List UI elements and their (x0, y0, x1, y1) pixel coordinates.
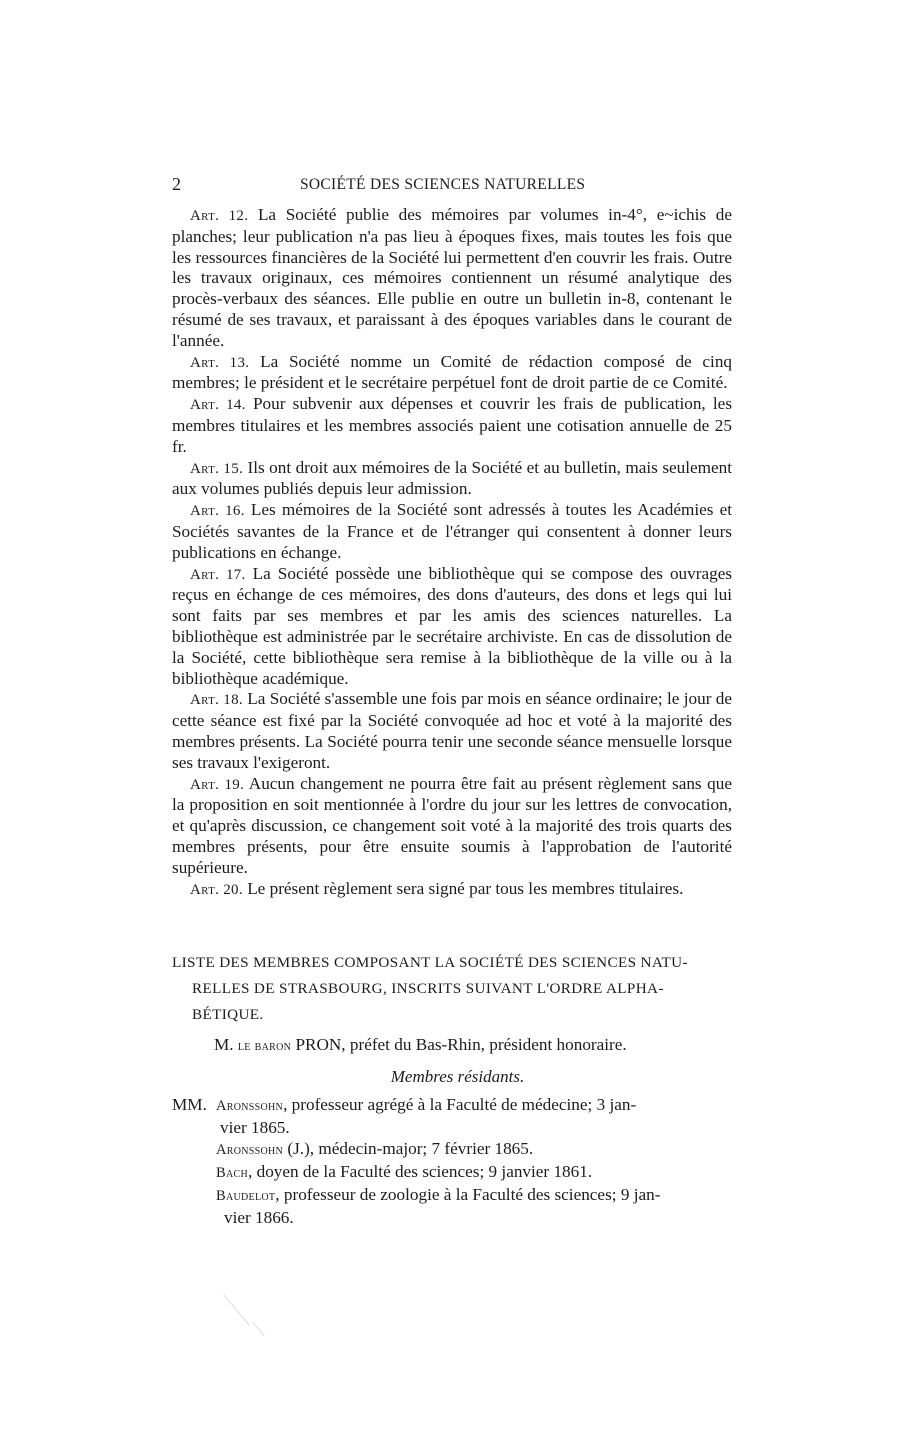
article-label: Art. 19. (190, 776, 245, 793)
article-16 (172, 500, 732, 563)
article-text: La Société s'assemble une fois par mois en séance ordinaire; le jour de cette séance est fixé par la Société convoquée ad hoc et voté à la majorité des membres présents. La Société pourra tenir une seconde séance mensuelle lorsque ses travaux l'exigeront. (172, 689, 732, 772)
section-title: Membres résidants. (390, 1067, 525, 1086)
page-number: 2 (172, 174, 182, 194)
article-text: Les mémoires de la Société sont adressés à toutes les Académies et Sociétés savantes de la France et de l'étranger qui consentent à donner leurs publications en échange. (172, 500, 732, 562)
list-item (172, 1094, 732, 1138)
list-item (172, 1161, 732, 1184)
heading-line: RELLES DE STRASBOURG, INSCRITS SUIVANT L'ORDRE ALPHA- (192, 980, 664, 997)
heading-line: LISTE DES MEMBRES COMPOSANT LA SOCIÉTÉ DES SCIENCES NATU- (172, 954, 688, 971)
member-details: (J.), médecin-major; 7 février 1865. (283, 1139, 534, 1158)
honorary-title: le baron (237, 1038, 292, 1054)
article-text: Le présent règlement sera signé par tous les membres titulaires. (247, 878, 684, 898)
article-19 (172, 774, 732, 879)
article-text: Aucun changement ne pourra être fait au présent règlement sans que la proposition en soit mentionnée à l'ordre du jour sur les lettres de convocation, et qu'après discussion, ce changement soit voté à la majorité des trois quarts des membres présents, pour être ensuite soumis à l'approbation de l'autorité supérieure. (172, 773, 732, 877)
member-name: Baudelot (216, 1188, 276, 1204)
article-text: La Société nomme un Comité de rédaction composé de cinq membres; le président et le secrétaire perpétuel font de droit partie de ce Comité. (172, 351, 733, 393)
article-label: Art. 20. (190, 881, 243, 898)
article-18 (172, 689, 732, 773)
article-12 (172, 205, 732, 352)
honorary-president (214, 1034, 627, 1057)
article-17 (172, 564, 732, 690)
article-20 (172, 879, 732, 901)
member-details: , doyen de la Faculté des sciences; 9 janvier 1861. (248, 1162, 593, 1181)
article-text: La Société possède une bibliothèque qui se compose des ouvrages reçus en échange de ces mémoires, des dons d'auteurs, des dons et legs qui lui sont faits par ses membres et par les amis des sciences naturelles. La bibliothèque est administrée par le secrétaire archiviste. En cas de dissolution de la Société, cette bibliothèque sera remise à la bibliothèque de la ville ou à la bibliothèque académique. (172, 563, 733, 688)
article-text: Pour subvenir aux dépenses et couvrir les frais de publication, les membres titulaires et les membres associés paient une cotisation annuelle de 25 fr. (172, 394, 733, 456)
article-label: Art. 14. (190, 397, 246, 414)
article-text: Ils ont droit aux mémoires de la Société et au bulletin, mais seulement aux volumes publiés depuis leur admission. (172, 457, 733, 499)
resident-members-list (172, 1094, 732, 1228)
article-label: Art. 17. (190, 566, 246, 583)
list-item (172, 1138, 732, 1161)
running-title: SOCIÉTÉ DES SCIENCES NATURELLES (300, 176, 586, 193)
honorary-prefix: M. (214, 1035, 234, 1054)
article-text: La Société publie des mémoires par volumes in-4°, e~ichis de planches; leur publication n'a pas lieu à époques fixes, mais toutes les fois que les ressources financières de la Société lui permettent d'en couvrir les frais. Outre les travaux originaux, ces mémoires contiennent un résumé analytique des procès-verbaux des séances. Elle publie en outre un bulletin in-8, contenant le résumé de ses travaux, et paraissant à des époques variables dans le courant de l'année. (172, 205, 732, 350)
article-label: Art. 16. (190, 503, 245, 520)
article-14 (172, 394, 732, 457)
regulations-body (172, 205, 732, 900)
member-name: Aronssohn (216, 1098, 284, 1114)
heading-line: BÉTIQUE. (192, 1006, 264, 1023)
honorary-rest: PRON, préfet du Bas-Rhin, président honoraire. (295, 1035, 627, 1054)
article-label: Art. 15. (190, 460, 244, 477)
scan-artifact (223, 1294, 249, 1325)
member-name: Aronssohn (216, 1142, 284, 1158)
member-details: , professeur agrégé à la Faculté de médecine; 3 jan- (283, 1095, 637, 1114)
member-details-cont: vier 1866. (224, 1208, 294, 1227)
member-name: Bach (216, 1165, 248, 1181)
member-details-cont: vier 1865. (220, 1118, 290, 1137)
article-label: Art. 18. (190, 692, 243, 709)
members-prefix: MM. (172, 1095, 207, 1114)
member-details: , professeur de zoologie à la Faculté des sciences; 9 jan- (275, 1185, 661, 1204)
article-label: Art. 13. (190, 354, 250, 371)
article-label: Art. 12. (190, 208, 249, 224)
article-13 (172, 352, 732, 395)
scan-artifact (252, 1322, 264, 1336)
running-head (172, 174, 732, 198)
article-15 (172, 458, 732, 501)
member-list-heading (172, 950, 737, 1028)
list-item (172, 1184, 732, 1228)
